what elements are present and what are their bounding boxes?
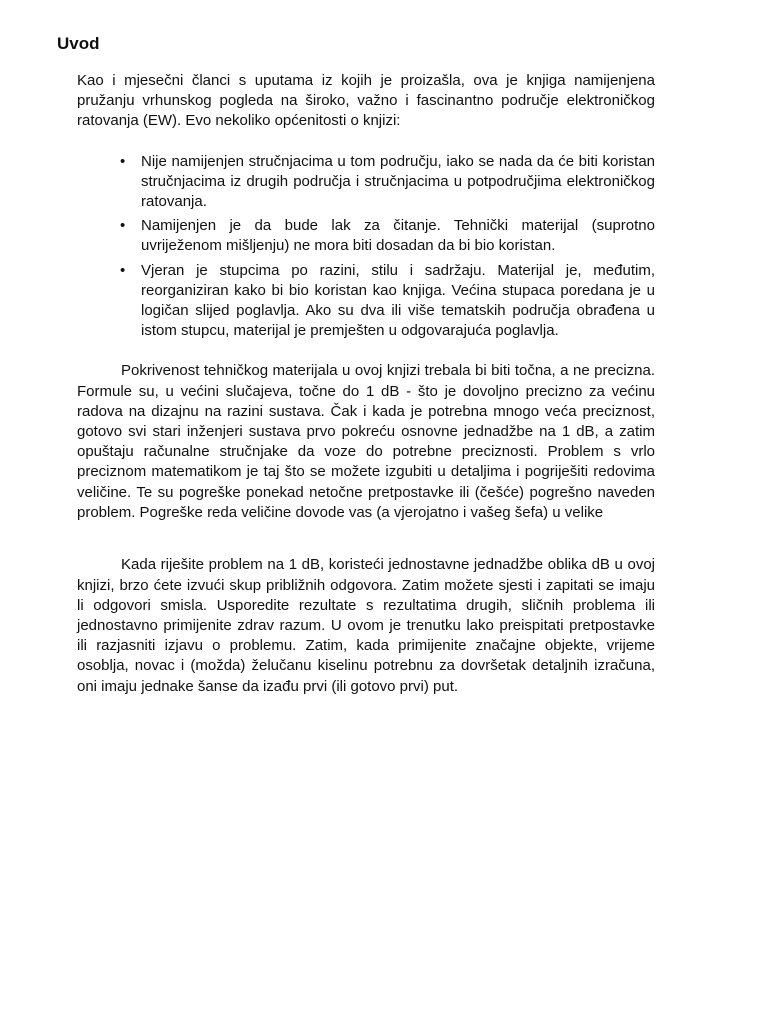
body-paragraph: Kada riješite problem na 1 dB, koristeći jednostavne jednadžbe oblika dB u ovoj knjizi, brzo ćete izvući skup približnih odgovora. Zatim možete sjesti i zapitati se imaju li odgovori smisla. Usporedite rezultate s rezultatima drugih, sličnih problema ili jednostavno primijenite zdrav razum. U ovom je trenutku lako preispitati pretpostavke ili razjasniti izjavu o problemu. Zatim, kada primijenite značajne objekte, vrijeme osoblja, novac i (možda) želučanu kiselinu potrebnu za dovršetak detaljnih izračuna, oni imaju jednake šanse da izađu prvi (ili gotovo prvi) put. (77, 556, 655, 695)
section-heading: Uvod (57, 34, 100, 53)
list-item-text: Namijenjen je da bude lak za čitanje. Tehnički materijal (suprotno uvriježenom mišljenju) ne mora biti dosadan da bi bio koristan. (141, 217, 655, 255)
list-item (77, 152, 655, 213)
paragraph-clip-region (77, 361, 655, 543)
list-item-text: Nije namijenjen stručnjacima u tom području, iako se nada da će biti koristan stručnjacima iz drugih područja i stručnjacima u potpodručjima elektroničkog ratovanja. (141, 152, 655, 211)
bullet-icon: • (120, 261, 126, 279)
intro-paragraph: Kao i mjesečni članci s uputama iz kojih je proizašla, ova je knjiga namijenjena pružanju vrhunskog pogleda na široko, važno i fascinantno područje elektroničkog ratovanja (EW). Evo nekoliko općenitosti o knjizi: (77, 72, 655, 130)
list-item (77, 261, 655, 342)
bullet-icon: • (120, 217, 126, 235)
document-body (77, 71, 655, 697)
bullet-list (77, 152, 655, 342)
list-item-text: Vjeran je stupcima po razini, stilu i sadržaju. Materijal je, međutim, reorganiziran kako bi bio koristan kao knjiga. Većina stupaca poredana je u logičan slijed poglavlja. Ako su dva ili više tematskih područja obrađena u istom stupcu, materijal je premješten u odgovarajuća poglavlja. (141, 261, 655, 340)
body-paragraph: Pokrivenost tehničkog materijala u ovoj knjizi trebala bi biti točna, a ne precizna. Formule su, u većini slučajeva, točne do 1 dB - što je dovoljno precizno za većinu radova na dizajnu na razini sustava. Čak i kada je potrebna mnogo veća preciznost, gotovo svi stari inženjeri sustava prvo pokreću osnovne jednadžbe na 1 dB, a zatim opuštaju računalne stručnjake da voze do potrebne preciznosti. Problem s vrlo preciznom matematikom je taj što se možete izgubiti u detaljima i pogriješiti redovima veličine. Te su pogreške ponekad netočne pretpostavke ili (češće) pogrešno naveden problem. Pogreške reda veličine dovode vas (a vjerojatno i vašeg šefa) u velike (77, 362, 655, 521)
list-item (77, 216, 655, 256)
bullet-icon: • (120, 152, 126, 170)
